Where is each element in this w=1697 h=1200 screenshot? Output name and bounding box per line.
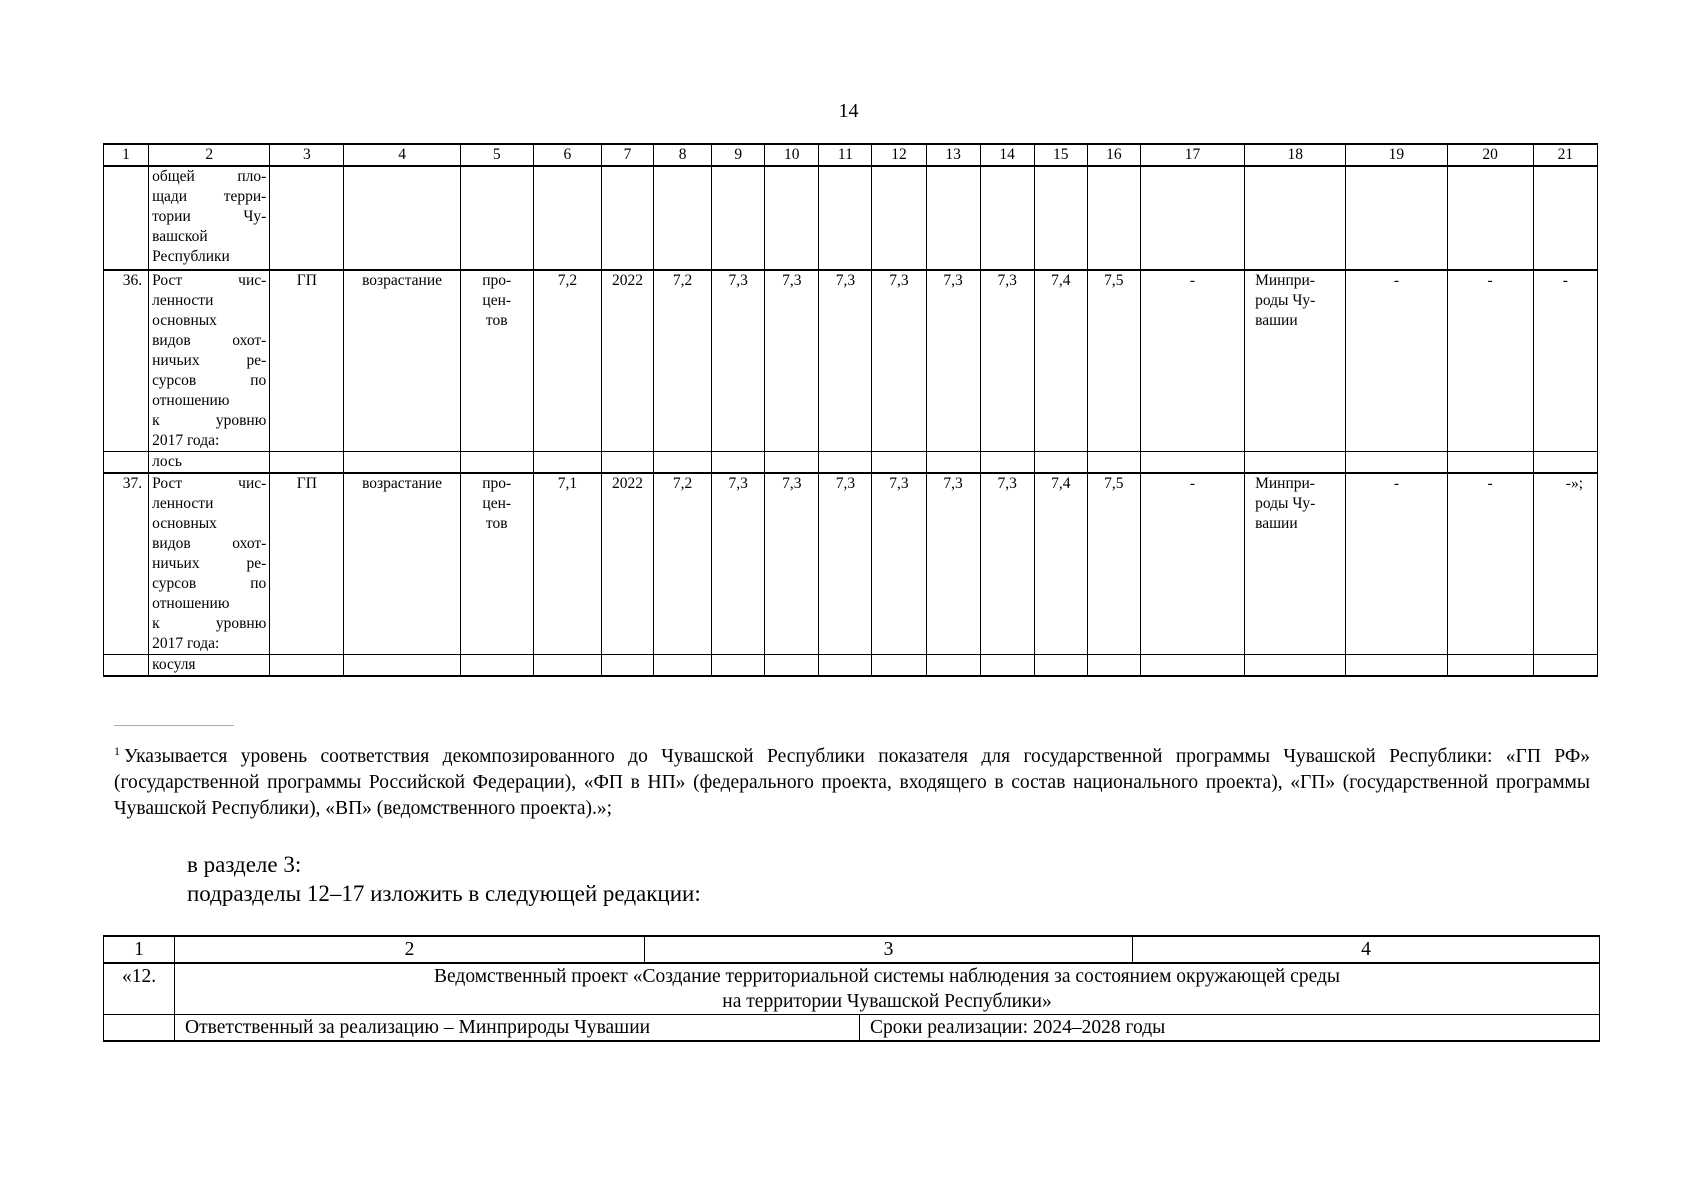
name-line: основных [152, 515, 217, 532]
sections-table [103, 935, 1600, 1042]
table-row [104, 270, 1598, 452]
name-line: ничьих ре- [152, 352, 267, 369]
cell-empty [104, 166, 149, 270]
name-line: 2017 года: [152, 432, 220, 449]
value-cell: 7,3 [712, 270, 765, 452]
table-row [104, 166, 1598, 270]
base-year-cell: 2022 [601, 270, 653, 452]
value-cell: 7,3 [926, 473, 980, 655]
responsible-line: Минпри- [1255, 475, 1315, 492]
value-cell: 7,2 [654, 270, 712, 452]
responsible-line: вашии [1255, 515, 1298, 532]
footnote [114, 738, 1590, 822]
column-header: 8 [654, 144, 712, 166]
column-header: 20 [1447, 144, 1533, 166]
column-header: 7 [601, 144, 653, 166]
row-number: «12. [104, 963, 175, 1015]
name-line: отношению [152, 595, 230, 612]
instruction-line: подразделы 12–17 изложить в следующей редакции: [187, 881, 701, 906]
indicator-name-cell [149, 473, 270, 655]
column-header: 18 [1245, 144, 1346, 166]
trend-cell: возрастание [344, 270, 460, 452]
responsible-cell: Ответственный за реализацию – Минприроды Чувашии [175, 1015, 860, 1040]
value-cell: 7,2 [654, 473, 712, 655]
name-line: ничьих ре- [152, 555, 267, 572]
column-header: 6 [533, 144, 601, 166]
name-line: сурсов по [152, 372, 267, 389]
value-cell: 7,4 [1034, 270, 1087, 452]
column-header: 11 [819, 144, 872, 166]
cell-col17: - [1140, 473, 1244, 655]
indicator-name-cell [149, 166, 270, 270]
cell-col19: - [1346, 270, 1447, 452]
indicator-subname: лось [149, 452, 270, 474]
name-line: 2017 года: [152, 635, 220, 652]
cell-col20: - [1447, 473, 1533, 655]
column-header: 19 [1346, 144, 1447, 166]
name-line: видов охот- [152, 535, 267, 552]
column-header: 15 [1034, 144, 1087, 166]
unit-line: про- [482, 475, 512, 492]
column-header: 12 [872, 144, 926, 166]
column-header: 10 [765, 144, 819, 166]
project-title-line: на территории Чувашской Республики» [722, 991, 1052, 1012]
trend-cell: возрастание [344, 473, 460, 655]
name-line: вашской [152, 228, 208, 245]
table-header-row [104, 936, 1600, 963]
row-number: 36. [104, 270, 149, 452]
cell-col20: - [1447, 270, 1533, 452]
column-header: 14 [980, 144, 1034, 166]
value-cell: 7,3 [819, 473, 872, 655]
name-line: щади терри- [152, 188, 267, 205]
name-line: Рост чис- [152, 475, 267, 492]
responsible-cell [1245, 473, 1346, 655]
name-line: тории Чу- [152, 208, 267, 225]
name-line: к уровню [152, 412, 267, 429]
value-cell: 7,3 [765, 270, 819, 452]
cell-col17: - [1140, 270, 1244, 452]
column-header: 2 [149, 144, 270, 166]
table-row [104, 963, 1600, 1015]
name-line: сурсов по [152, 575, 267, 592]
cell-col21: - [1533, 270, 1597, 452]
table-row [104, 473, 1598, 655]
value-cell: 7,4 [1034, 473, 1087, 655]
responsible-cell [1245, 270, 1346, 452]
responsible-line: роды Чу- [1255, 292, 1316, 309]
column-header: 9 [712, 144, 765, 166]
responsible-line: вашии [1255, 312, 1298, 329]
column-header: 17 [1140, 144, 1244, 166]
row-number: 37. [104, 473, 149, 655]
name-line: к уровню [152, 615, 267, 632]
project-title-line: Ведомственный проект «Создание территориальной системы наблюдения за состоянием окружающей среды [434, 966, 1340, 987]
column-header: 3 [645, 936, 1133, 963]
name-line: основных [152, 312, 217, 329]
level-cell: ГП [270, 473, 344, 655]
period-cell: Сроки реализации: 2024–2028 годы [870, 1017, 1166, 1038]
value-cell: 7,3 [926, 270, 980, 452]
column-header: 16 [1087, 144, 1140, 166]
name-line: видов охот- [152, 332, 267, 349]
column-header: 2 [175, 936, 645, 963]
column-header: 21 [1533, 144, 1597, 166]
unit-cell [460, 270, 533, 452]
cell-empty [104, 1015, 175, 1042]
footnote-text: Указывается уровень соответствия декомпозированного до Чувашской Республики показателя для государственной программы Чувашской Республики: «ГП РФ» (государственной программы Российской Федерации), «ФП в НП» (федерального проекта, входящего в состав национального проекта), «ГП» (государственной программы Чувашской Республики), «ВП» (ведомственного проекта).»; [114, 746, 1590, 819]
value-cell: 7,5 [1087, 270, 1140, 452]
name-line: ленности [152, 495, 214, 512]
base-value-cell: 7,1 [533, 473, 601, 655]
base-year-cell: 2022 [601, 473, 653, 655]
responsible-line: Минпри- [1255, 272, 1315, 289]
name-line: отношению [152, 392, 230, 409]
column-header: 5 [460, 144, 533, 166]
indicators-table [103, 143, 1598, 677]
value-cell: 7,3 [819, 270, 872, 452]
table-header-row [104, 144, 1598, 166]
value-cell: 7,3 [712, 473, 765, 655]
value-cell: 7,3 [872, 473, 926, 655]
responsible-line: роды Чу- [1255, 495, 1316, 512]
column-header: 4 [344, 144, 460, 166]
page-number: 14 [838, 100, 859, 122]
value-cell: 7,5 [1087, 473, 1140, 655]
column-header: 3 [270, 144, 344, 166]
unit-line: тов [485, 312, 508, 329]
footnote-marker: 1 [114, 744, 120, 758]
project-title [175, 963, 1600, 1015]
name-line: Республики [152, 248, 230, 265]
cell-col21: -»; [1533, 473, 1597, 655]
indicator-name-cell [149, 270, 270, 452]
name-line: ленности [152, 292, 214, 309]
footnote-separator [114, 725, 234, 726]
value-cell: 7,3 [872, 270, 926, 452]
column-header: 1 [104, 144, 149, 166]
unit-line: тов [485, 515, 508, 532]
base-value-cell: 7,2 [533, 270, 601, 452]
unit-line: про- [482, 272, 512, 289]
unit-line: цен- [482, 292, 512, 309]
name-line: общей пло- [152, 168, 267, 185]
table-subrow [104, 655, 1598, 677]
value-cell: 7,3 [765, 473, 819, 655]
name-line: Рост чис- [152, 272, 267, 289]
value-cell: 7,3 [980, 270, 1034, 452]
value-cell: 7,3 [980, 473, 1034, 655]
unit-line: цен- [482, 495, 512, 512]
column-header: 1 [104, 936, 175, 963]
column-header: 13 [926, 144, 980, 166]
unit-cell [460, 473, 533, 655]
table-subrow [104, 452, 1598, 474]
column-header: 4 [1133, 936, 1600, 963]
indicator-subname: косуля [149, 655, 270, 677]
level-cell: ГП [270, 270, 344, 452]
cell-col19: - [1346, 473, 1447, 655]
table-row [104, 1015, 1600, 1042]
instruction-line: в разделе 3: [187, 852, 302, 877]
